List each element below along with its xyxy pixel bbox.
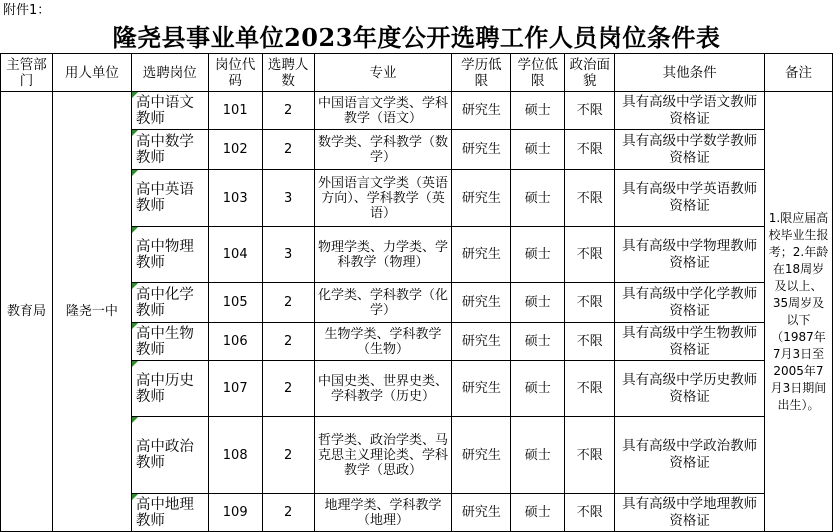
position-cell: 高中政治教师 (131, 417, 208, 494)
code-cell: 105 (208, 283, 262, 323)
other-cell: 具有高级中学化学教师资格证 (615, 283, 765, 323)
header-education: 学历低限 (452, 54, 511, 92)
count-cell: 3 (262, 170, 314, 227)
header-remark: 备注 (764, 54, 832, 92)
other-cell: 具有高级中学生物教师资格证 (615, 323, 765, 361)
major-cell: 物理学类、力学类、学科教学（物理） (314, 227, 452, 283)
degree-cell: 硕士 (511, 323, 565, 361)
count-cell: 2 (262, 130, 314, 170)
degree-cell: 硕士 (511, 92, 565, 130)
code-cell: 101 (208, 92, 262, 130)
count-cell: 2 (262, 494, 314, 532)
political-cell: 不限 (565, 323, 615, 361)
position-cell: 高中数学教师 (131, 130, 208, 170)
dept-cell: 教育局 (1, 92, 53, 532)
header-code: 岗位代码 (208, 54, 262, 92)
major-cell: 生物学类、学科教学（生物） (314, 323, 452, 361)
header-degree: 学位低限 (511, 54, 565, 92)
education-cell: 研究生 (452, 170, 511, 227)
major-cell: 中国史类、世界史类、学科教学（历史） (314, 361, 452, 417)
code-cell: 109 (208, 494, 262, 532)
attachment-label: 附件1： (3, 3, 51, 18)
position-cell: 高中语文教师 (131, 92, 208, 130)
education-cell: 研究生 (452, 283, 511, 323)
position-table (0, 53, 833, 532)
header-dept: 主管部门 (1, 54, 53, 92)
code-cell: 103 (208, 170, 262, 227)
page-title: 隆尧县事业单位2023年度公开选聘工作人员岗位条件表 (112, 23, 721, 52)
header-position: 选聘岗位 (131, 54, 208, 92)
major-cell: 数学类、学科教学（数学） (314, 130, 452, 170)
position-cell: 高中生物教师 (131, 323, 208, 361)
political-cell: 不限 (565, 92, 615, 130)
other-cell: 具有高级中学历史教师资格证 (615, 361, 765, 417)
major-cell: 化学类、学科教学（化学） (314, 283, 452, 323)
header-count: 选聘人数 (262, 54, 314, 92)
code-cell: 104 (208, 227, 262, 283)
education-cell: 研究生 (452, 323, 511, 361)
education-cell: 研究生 (452, 417, 511, 494)
count-cell: 2 (262, 323, 314, 361)
code-cell: 108 (208, 417, 262, 494)
political-cell: 不限 (565, 494, 615, 532)
degree-cell: 硕士 (511, 283, 565, 323)
position-cell: 高中历史教师 (131, 361, 208, 417)
degree-cell: 硕士 (511, 361, 565, 417)
other-cell: 具有高级中学物理教师资格证 (615, 227, 765, 283)
table-row (1, 92, 833, 130)
position-cell: 高中化学教师 (131, 283, 208, 323)
degree-cell: 硕士 (511, 130, 565, 170)
degree-cell: 硕士 (511, 494, 565, 532)
count-cell: 2 (262, 92, 314, 130)
education-cell: 研究生 (452, 494, 511, 532)
political-cell: 不限 (565, 417, 615, 494)
header-political: 政治面貌 (565, 54, 615, 92)
remark-cell: 1.限应届高校毕业生报考；2.年龄在18周岁及以上、35周岁及以下（1987年7月3日至2005年7月3日期间出生）。 (764, 92, 832, 532)
major-cell: 地理学类、学科教学（地理） (314, 494, 452, 532)
other-cell: 具有高级中学语文教师资格证 (615, 92, 765, 130)
degree-cell: 硕士 (511, 170, 565, 227)
employer-cell: 隆尧一中 (52, 92, 131, 532)
political-cell: 不限 (565, 227, 615, 283)
major-cell: 哲学类、政治学类、马克思主义理论类、学科教学（思政） (314, 417, 452, 494)
major-cell: 中国语言文学类、学科教学（语文） (314, 92, 452, 130)
position-cell: 高中物理教师 (131, 227, 208, 283)
other-cell: 具有高级中学数学教师资格证 (615, 130, 765, 170)
degree-cell: 硕士 (511, 227, 565, 283)
count-cell: 2 (262, 417, 314, 494)
code-cell: 102 (208, 130, 262, 170)
other-cell: 具有高级中学英语教师资格证 (615, 170, 765, 227)
political-cell: 不限 (565, 170, 615, 227)
major-cell: 外国语言文学类（英语方向）、学科教学（英语） (314, 170, 452, 227)
count-cell: 3 (262, 227, 314, 283)
education-cell: 研究生 (452, 361, 511, 417)
header-employer: 用人单位 (52, 54, 131, 92)
code-cell: 106 (208, 323, 262, 361)
education-cell: 研究生 (452, 92, 511, 130)
education-cell: 研究生 (452, 130, 511, 170)
political-cell: 不限 (565, 283, 615, 323)
count-cell: 2 (262, 283, 314, 323)
code-cell: 107 (208, 361, 262, 417)
count-cell: 2 (262, 361, 314, 417)
other-cell: 具有高级中学地理教师资格证 (615, 494, 765, 532)
political-cell: 不限 (565, 130, 615, 170)
position-cell: 高中英语教师 (131, 170, 208, 227)
other-cell: 具有高级中学政治教师资格证 (615, 417, 765, 494)
header-other: 其他条件 (615, 54, 765, 92)
degree-cell: 硕士 (511, 417, 565, 494)
education-cell: 研究生 (452, 227, 511, 283)
political-cell: 不限 (565, 361, 615, 417)
header-major: 专业 (314, 54, 452, 92)
position-cell: 高中地理教师 (131, 494, 208, 532)
header-row (1, 54, 833, 92)
